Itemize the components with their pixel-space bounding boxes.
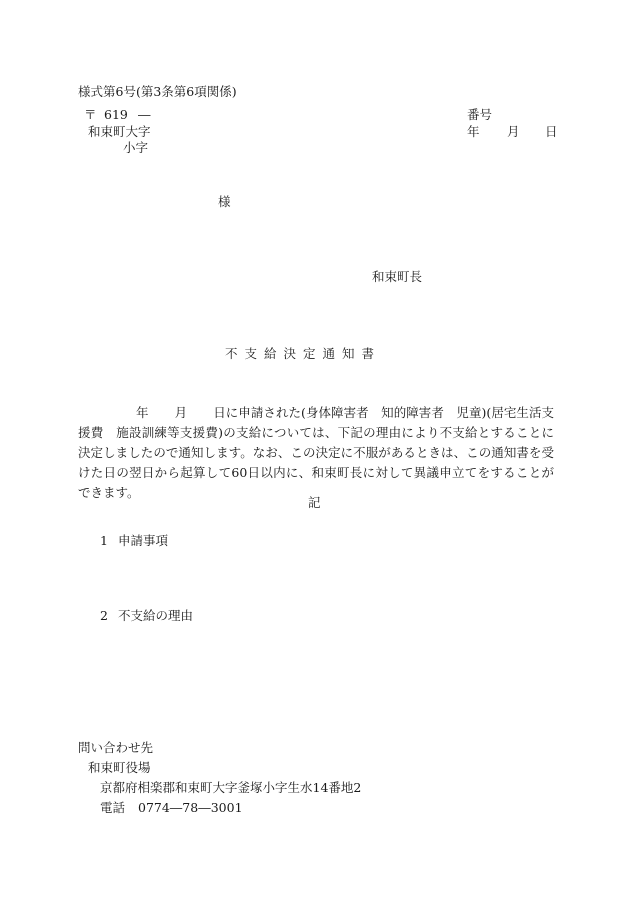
phone-label: 電話 (100, 800, 126, 815)
contact-address: 京都府相楽郡和束町大字釜塚小字生水14番地2 (100, 780, 362, 795)
list-item (100, 610, 193, 623)
contact-heading: 問い合わせ先 (78, 740, 154, 755)
notice-body (78, 403, 554, 503)
item-label: 申請事項 (118, 533, 169, 548)
address-line-2: 小字 (123, 140, 149, 155)
ki-heading: 記 (308, 495, 321, 510)
sender-name: 和束町長 (372, 269, 423, 284)
postal-code: 619 (104, 107, 128, 122)
reference-number-label: 番号 (467, 107, 493, 122)
body-text: 日に申請された(身体障害者 知的障害者 児童)(居宅生活支援費 施設訓練等支援費)の支給については、下記の理由により不支給とすることに決定しましたので通知します。なお、この決定に不服があるときは、この通知書を受けた日の翌日から起算して60日以内に、和束町長に対して異議申立てをすることができます。 (78, 405, 554, 500)
list-item (100, 535, 168, 548)
recipient-honorific: 様 (218, 194, 231, 209)
postal-mark: 〒 (84, 107, 97, 122)
item-number: 2 (100, 608, 108, 623)
postal-line (84, 109, 151, 122)
date-day: 日 (545, 124, 558, 139)
address-line-1: 和束町大字 (88, 124, 151, 139)
postal-dash: ― (138, 107, 151, 122)
form-number: 様式第6号(第3条第6項関係) (78, 84, 237, 99)
document-title: 不支給決定通知書 (225, 346, 382, 361)
item-number: 1 (100, 533, 108, 548)
contact-office: 和束町役場 (88, 760, 151, 775)
date-year: 年 (467, 124, 480, 139)
item-label: 不支給の理由 (118, 608, 194, 623)
issue-date (467, 126, 558, 139)
phone-number: 0774―78―3001 (138, 800, 243, 815)
body-year: 年 (136, 405, 149, 420)
body-month: 月 (174, 405, 188, 420)
contact-phone (100, 802, 243, 815)
date-month: 月 (507, 124, 520, 139)
